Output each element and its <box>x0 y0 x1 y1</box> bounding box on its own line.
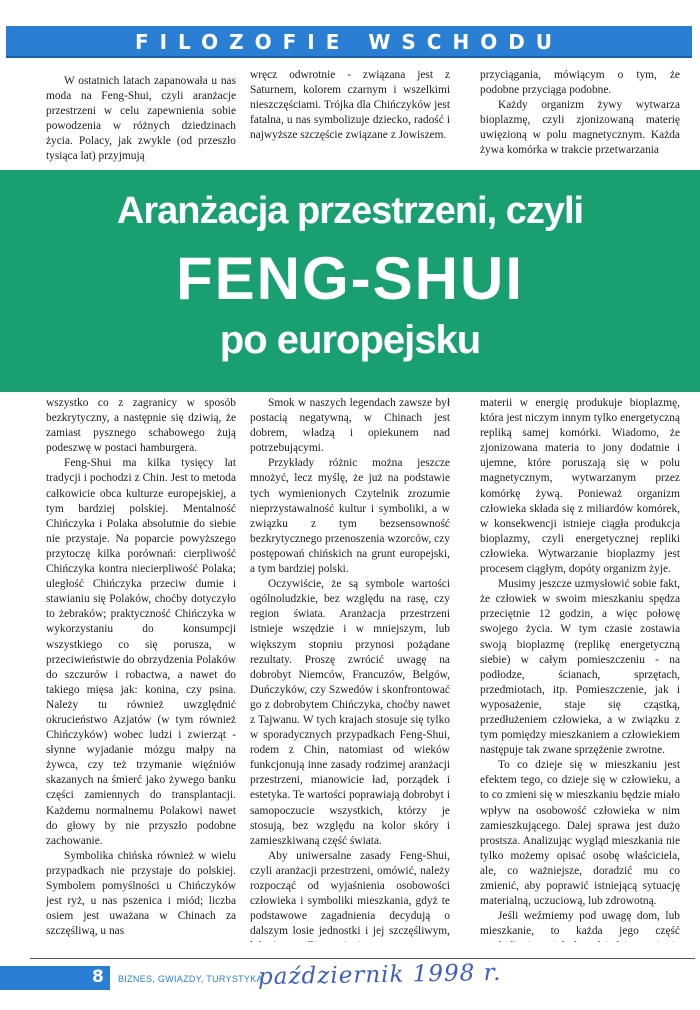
paragraph: To co dzieje się w mieszkaniu jest efektem tego, co dzieje się w człowieku, a to co zmieni się w mieszkaniu będzie miało wpływ na osobowość człowieka w nim zamieszkującego. Dalej sprawa jest dużo prostsza. Analizując wygląd mieszkania nie tylko możemy opisać osobę właściciela, ale, co ważniejsze, doradzić mu co zmienić, aby poprawić istniejącą sytuację materialną, uczuciową, lub zdrowotną. <box>480 759 680 908</box>
paragraph: Musimy jeszcze uzmysłowić sobie fakt, że człowiek w swoim mieszkaniu spędza przeciętnie 12 godzin, a więc połowę swojego życia. W tym czasie zostawia swoją bioplazmę (replikę energetyczną siebie) w całym pomieszczeniu - na podłodze, ścianach, sprzętach, przedmiotach, itp. Pomieszczenie, jak i wyposażenie, staje się cząstką, przedłużeniem człowieka, a w związku z tym pomiędzy mieszkaniem a człowiekiem następuje tak zwane sprzężenie zwrotne. <box>480 578 680 757</box>
headline-main-title: FENG-SHUI <box>176 245 524 312</box>
paragraph: Przykłady różnic można jeszcze mnożyć, lecz myślę, że już na podstawie tych wymienionych Czytelnik zrozumie nieprzystawalność kultur i symboliki, a w związku z tym bezsensowność bezkrytycznego przenoszenia wzorców, czy postępowań chińskich na grunt europejski, a tym bardziej polski. <box>250 457 450 576</box>
paragraph: wszystko co z zagranicy w sposób bezkrytyczny, a następnie się dziwią, że zamiast pysznego schabowego żują podeszwę w postaci hamburgera. <box>46 397 236 455</box>
paragraph: Symbolika chińska również w wielu przypadkach nie przystaje do polskiej. Symbolem pomyślności u Chińczyków jest ryż, u nas pszenica i miód; liczba osiem jest uważana w Chinach za szczęśliwą, u nas <box>46 849 236 938</box>
footer-label: BIZNES, GWIAZDY, TURYSTYKA <box>118 974 263 984</box>
headline-line-1: Aranżacja przestrzeni, czyli <box>116 190 584 232</box>
intro-column-2 <box>250 68 450 166</box>
body-column-2 <box>250 396 450 942</box>
title-banner <box>0 170 700 392</box>
body-column-1 <box>46 396 236 942</box>
paragraph: materii w energię produkuje bioplazmę, która jest niczym innym tylko energetyczną repliką samej komórki. Wiadomo, że zjonizowana materia to jony dodatnie i ujemne, które poruszają się w polu magnetycznym, wytwarzanym przez komórkę żywą. Ponieważ organizm człowieka składa się z miliardów komórek, w konsekwencji istnieje ciągła produkcja bioplazmy, czyli energetycznej repliki człowieka. Wytwarzanie bioplazmy jest procesem ciągłym, dopóty organizm żyje. <box>480 397 680 576</box>
handwritten-note: październik 1998 r. <box>257 959 502 991</box>
paragraph: Każdy organizm żywy wytwarza bioplazmę, czyli zjonizowaną materię uwięzioną w polu magnetycznym. Każda żywa komórka w trakcie przetwarzania <box>480 99 680 157</box>
section-title: FILOZOFIE WSCHODU <box>134 30 564 54</box>
intro-column-1 <box>46 74 236 166</box>
headline-line-3: po europejsku <box>219 318 481 362</box>
paragraph: wręcz odwrotnie - związana jest z Saturnem, kolorem czarnym i wszelkimi nieszczęściami. Trójka dla Chińczyków jest fatalna, u nas symbolizuje dziecko, radość i najwyższe szczęście związane z Jowiszem. <box>250 69 450 142</box>
paragraph: Jeśli weźmiemy pod uwagę dom, lub mieszkanie, to każda jego część <box>480 910 680 938</box>
paragraph: przyciągania, mówiącym o tym, że podobne przyciąga podobne. <box>480 69 680 97</box>
body-column-3 <box>480 396 680 942</box>
paragraph: Smok w naszych legendach zawsze był postacią negatywną, w Chinach jest dobrem, władzą i opiekunem nad potrzebującymi. <box>250 397 450 455</box>
paragraph: Aby uniwersalne zasady Feng-Shui, czyli aranżacji przestrzeni, omówić, należy rozpocząć od wyjaśnienia osobowości człowieka i symboliki mieszkania, gdyż te podstawowe zagadnienia decydują o dalszym losie jednostki i jej szczęśliwym, <box>250 849 450 938</box>
paragraph: Oczywiście, że są symbole wartości ogólnoludzkie, bez względu na rasę, czy region świata. Aranżacja przestrzeni istnieje wszędzie i w mniejszym, lub większym stopniu przynosi pożądane rezultaty. Proszę zwrócić uwagę na dobrobyt Niemców, Francuzów, Belgów, Duńczyków, czy Szwedów i skonfrontować go z dobrobytem Chińczyka, choćby nawet z Tajwanu. W tych krajach stosuje się tylko w sporadycznych przypadkach Feng-Shui, rodem z Chin, natomiast od wieków funkcjonują inne zasady rodzimej aranżacji przestrzeni, mianowicie ład, porządek i estetyka. Te wartości poprawiają dobrobyt i samopoczucie wszystkich, którzy je stosują, bez względu na kolor skóry i zamieszkiwaną część świata. <box>250 578 450 847</box>
paragraph: W ostatnich latach zapanowała u nas moda na Feng-Shui, czyli aranżacje przestrzeni w celu zapewnienia sobie powodzenia w różnych dziedzinach życia. Polacy, jak zwykle (od przeszło tysiąca lat) przyjmują <box>46 75 236 163</box>
footer-divider <box>30 958 695 959</box>
paragraph: Feng-Shui ma kilka tysięcy lat tradycji i pochodzi z Chin. Jest to metoda całkowicie obca kulturze europejskiej, a tym bardziej polskiej. Mentalność Chińczyka i Polaka absolutnie do siebie nie przystaje. Na poparcie powyższego przytoczę kilka porównań: cierpliwość Chińczyka kontra niecierpliwość Polaka; uległość Chińczyka przeciw dumie i stawianiu się Polaków, choćby dotyczyło to żebraków; praktyczność Chińczyka w wykorzystaniu do konsumpcji wszystkiego co się porusza, w przeciwieństwie do obrzydzenia Polaków do szczurów i robactwa, a nawet do takiego mięsa jak: konina, czy psina. Należy tu również uwzględnić okrucieństwo Azjatów (w tym również Chińczyków) wobec ludzi i zwierząt - słynne wyjadanie mózgu małpy na żywca, czy też trzymanie więźniów skazanych na śmierć jako żywego banku części zamiennych do transplantacji. Każdemu normalnemu Polakowi nawet do głowy by nie przyszło podobne zachowanie. <box>46 457 236 847</box>
intro-column-3 <box>480 68 680 166</box>
section-header-bar <box>6 26 692 58</box>
page-number: 8 <box>92 967 104 987</box>
